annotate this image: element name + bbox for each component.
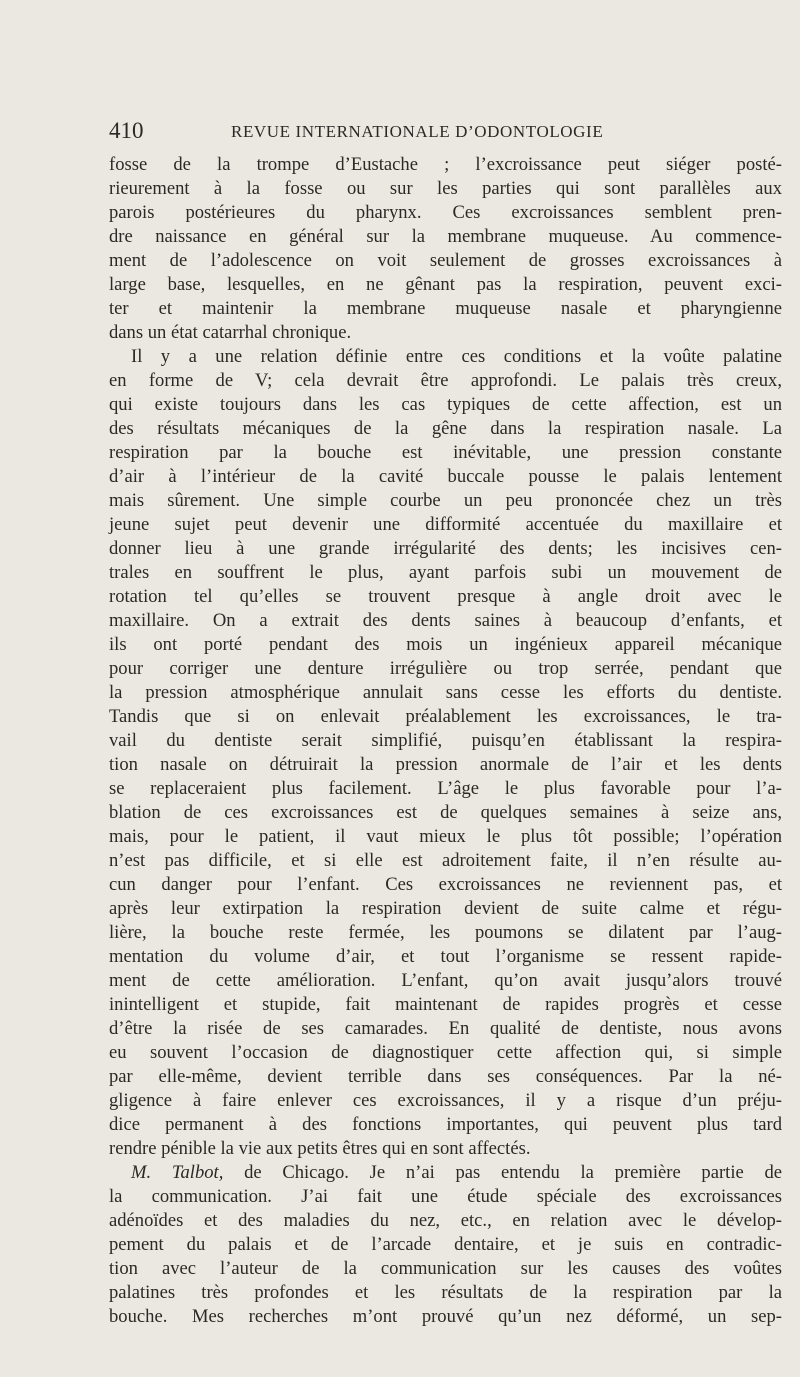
- paragraph-end-line: rendre pénible la vie aux petits êtres qui en sont affectés.: [109, 1138, 531, 1159]
- text-line: trales en souffrent le plus, ayant parfois subi un mouvement de: [109, 562, 782, 583]
- text-line: après leur extirpation la respiration devient de suite calme et régu-: [109, 898, 782, 919]
- text-line: pour corriger une denture irrégulière ou trop serrée, pendant que: [109, 658, 782, 679]
- speaker-paragraph-start-line: [109, 1161, 782, 1185]
- text-line: pement du palais et de l’arcade dentaire, et je suis en contradic-: [109, 1234, 782, 1255]
- text-line: se replaceraient plus facilement. L’âge le plus favorable pour l’a-: [109, 778, 782, 799]
- text-line: jeune sujet peut devenir une difformité accentuée du maxillaire et: [109, 514, 782, 535]
- text-line: ils ont porté pendant des mois un ingénieux appareil mécanique: [109, 634, 782, 655]
- page-header: [109, 116, 782, 146]
- text-line: rotation tel qu’elles se trouvent presque à angle droit avec le: [109, 586, 782, 607]
- text-line: mais, pour le patient, il vaut mieux le plus tôt possible; l’opération: [109, 826, 782, 847]
- text-line: eu souvent l’occasion de diagnostiquer cette affection qui, si simple: [109, 1042, 782, 1063]
- text-line: qui existe toujours dans les cas typiques de cette affection, est un: [109, 394, 782, 415]
- speaker-line-text: de Chicago. Je n’ai pas entendu la première partie de: [223, 1162, 782, 1183]
- text-line: tion nasale on détruirait la pression anormale de l’air et les dents: [109, 754, 782, 775]
- text-line: la communication. J’ai fait une étude spéciale des excroissances: [109, 1186, 782, 1207]
- paragraph-start-line: Il y a une relation définie entre ces conditions et la voûte palatine: [131, 346, 782, 367]
- text-line: la pression atmosphérique annulait sans cesse les efforts du dentiste.: [109, 682, 782, 703]
- text-line: fosse de la trompe d’Eustache ; l’excroissance peut siéger posté-: [109, 154, 782, 175]
- text-line: lière, la bouche reste fermée, les poumons se dilatent par l’aug-: [109, 922, 782, 943]
- text-line: inintelligent et stupide, fait maintenant de rapides progrès et cesse: [109, 994, 782, 1015]
- text-line: ter et maintenir la membrane muqueuse nasale et pharyngienne: [109, 298, 782, 319]
- text-line: cun danger pour l’enfant. Ces excroissances ne reviennent pas, et: [109, 874, 782, 895]
- text-line: donner lieu à une grande irrégularité des dents; les incisives cen-: [109, 538, 782, 559]
- text-line: rieurement à la fosse ou sur les parties qui sont parallèles aux: [109, 178, 782, 199]
- text-line: blation de ces excroissances est de quelques semaines à seize ans,: [109, 802, 782, 823]
- text-line: respiration par la bouche est inévitable, une pression constante: [109, 442, 782, 463]
- text-line: vail du dentiste serait simplifié, puisqu’en établissant la respira-: [109, 730, 782, 751]
- page-number: 410: [109, 118, 144, 143]
- text-line: d’être la risée de ses camarades. En qualité de dentiste, nous avons: [109, 1018, 782, 1039]
- text-line: ment de cette amélioration. L’enfant, qu’on avait jusqu’alors trouvé: [109, 970, 782, 991]
- text-line: des résultats mécaniques de la gêne dans la respiration nasale. La: [109, 418, 782, 439]
- text-line: mentation du volume d’air, et tout l’organisme se ressent rapide-: [109, 946, 782, 967]
- text-line: large base, lesquelles, en ne gênant pas la respiration, peuvent exci-: [109, 274, 782, 295]
- text-line: maxillaire. On a extrait des dents saines à beaucoup d’enfants, et: [109, 610, 782, 631]
- body-text: [109, 153, 782, 1329]
- text-line: d’air à l’intérieur de la cavité buccale pousse le palais lentement: [109, 466, 782, 487]
- text-line: n’est pas difficile, et si elle est adroitement faite, il n’en résulte au-: [109, 850, 782, 871]
- text-line: tion avec l’auteur de la communication sur les causes des voûtes: [109, 1258, 782, 1279]
- running-title: REVUE INTERNATIONALE D’ODONTOLOGIE: [231, 122, 604, 141]
- speaker-name: M. Talbot,: [131, 1162, 224, 1183]
- text-line: en forme de V; cela devrait être approfondi. Le palais très creux,: [109, 370, 782, 391]
- text-line: adénoïdes et des maladies du nez, etc., en relation avec le dévelop-: [109, 1210, 782, 1231]
- text-line: bouche. Mes recherches m’ont prouvé qu’un nez déformé, un sep-: [109, 1306, 782, 1327]
- paragraph-end-line: dans un état catarrhal chronique.: [109, 322, 352, 343]
- text-line: dice permanent à des fonctions importantes, qui peuvent plus tard: [109, 1114, 782, 1135]
- text-line: dre naissance en général sur la membrane muqueuse. Au commence-: [109, 226, 782, 247]
- text-line: gligence à faire enlever ces excroissances, il y a risque d’un préju-: [109, 1090, 782, 1111]
- text-line: mais sûrement. Une simple courbe un peu prononcée chez un très: [109, 490, 782, 511]
- text-line: par elle-même, devient terrible dans ses conséquences. Par la né-: [109, 1066, 782, 1087]
- text-line: palatines très profondes et les résultats de la respiration par la: [109, 1282, 782, 1303]
- text-line: parois postérieures du pharynx. Ces excroissances semblent pren-: [109, 202, 782, 223]
- text-line: ment de l’adolescence on voit seulement de grosses excroissances à: [109, 250, 782, 271]
- text-line: Tandis que si on enlevait préalablement les excroissances, le tra-: [109, 706, 782, 727]
